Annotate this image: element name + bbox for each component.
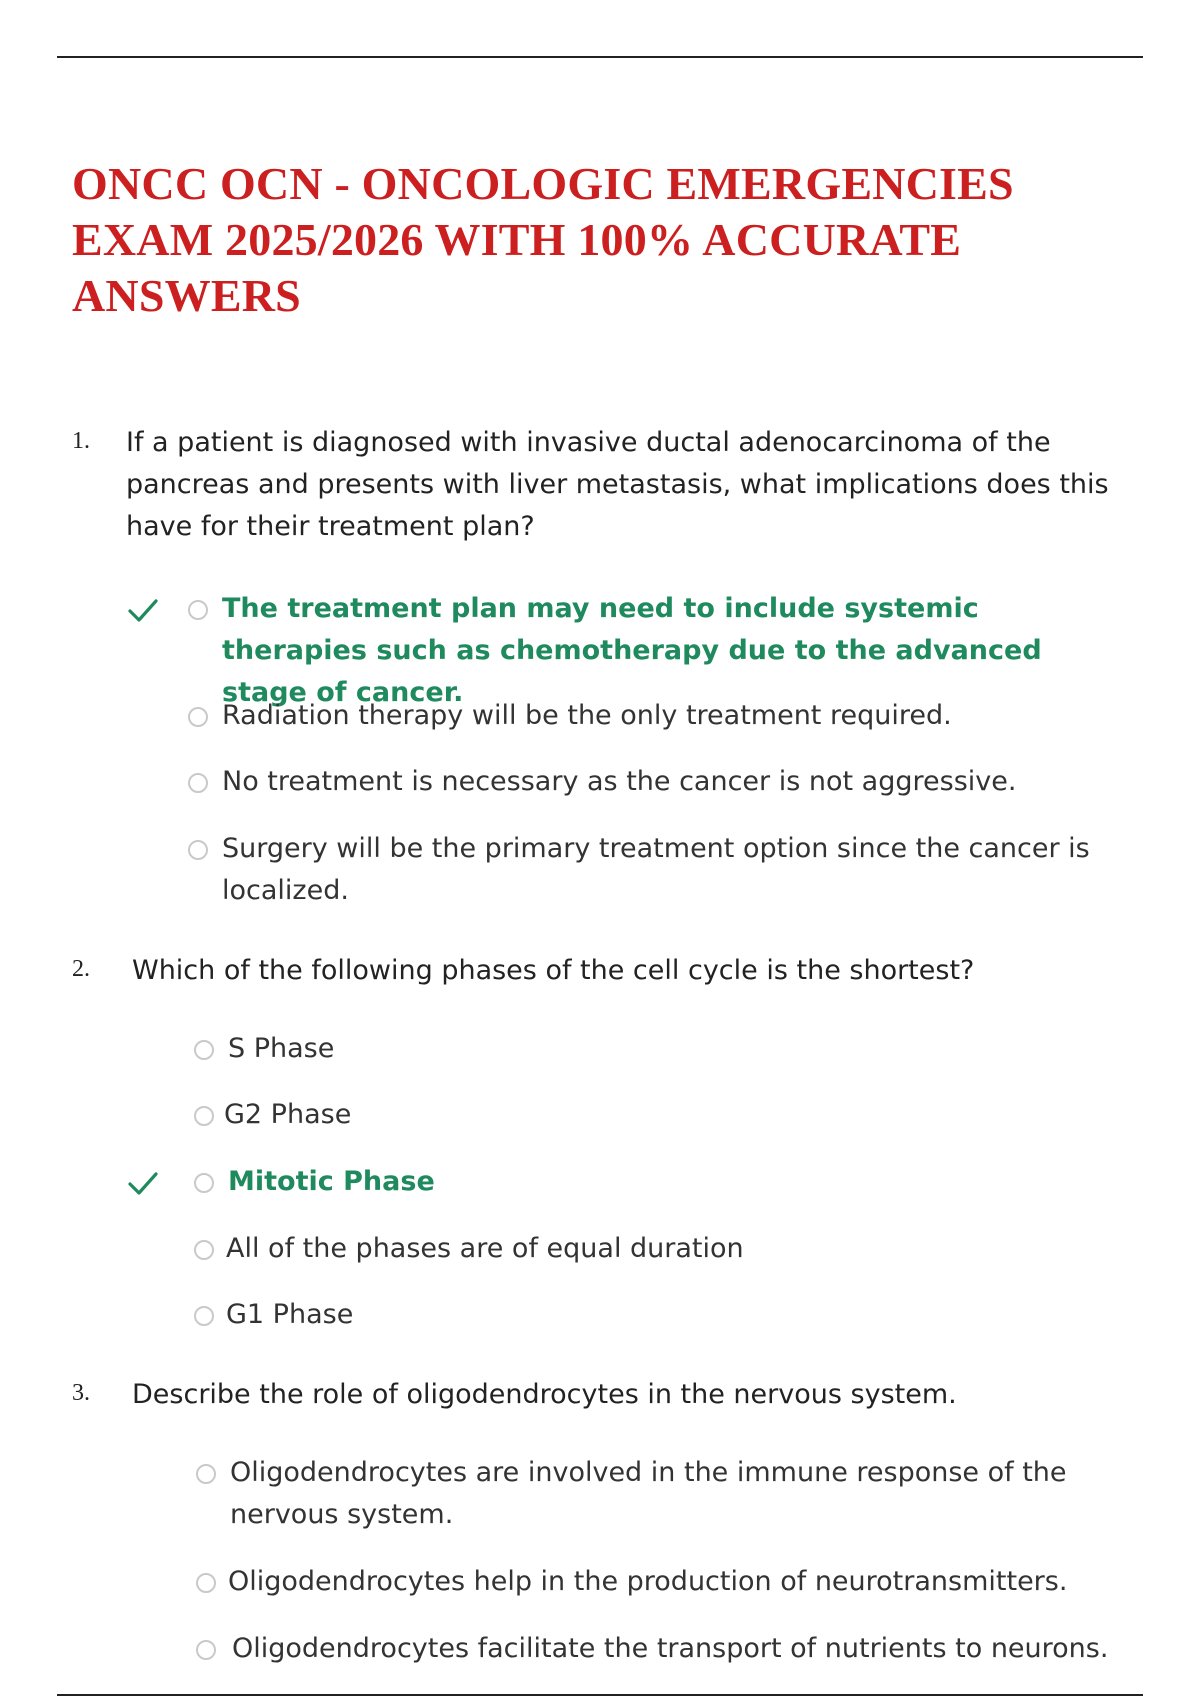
answer-text: G1 Phase <box>226 1299 354 1330</box>
check-icon <box>126 1166 160 1200</box>
radio-icon[interactable] <box>194 1040 214 1060</box>
question-number: 2. <box>72 956 90 982</box>
page-title: ONCC OCN - ONCOLOGIC EMERGENCIES EXAM 2025/2026 WITH 100% ACCURATE ANSWERS <box>72 158 1014 321</box>
radio-icon[interactable] <box>196 1573 216 1593</box>
answer-text: Surgery will be the primary treatment option since the cancer is localized. <box>222 833 1090 906</box>
answer-text: Mitotic Phase <box>228 1166 435 1197</box>
question-text: If a patient is diagnosed with invasive ductal adenocarcinoma of the pancreas and presents with liver metastasis, what implications does this have for their treatment plan? <box>126 427 1109 542</box>
check-icon <box>126 593 160 627</box>
question-text: Describe the role of oligodendrocytes in the nervous system. <box>132 1379 957 1410</box>
question-text: Which of the following phases of the cell cycle is the shortest? <box>132 955 975 986</box>
answer-text: Oligodendrocytes facilitate the transport of nutrients to neurons. <box>232 1633 1109 1664</box>
radio-icon[interactable] <box>188 707 208 727</box>
radio-icon[interactable] <box>188 600 208 620</box>
radio-icon[interactable] <box>188 840 208 860</box>
answer-text: Oligodendrocytes help in the production of neurotransmitters. <box>228 1566 1068 1597</box>
radio-icon[interactable] <box>194 1240 214 1260</box>
radio-icon[interactable] <box>194 1306 214 1326</box>
answer-text: Radiation therapy will be the only treatment required. <box>222 700 952 731</box>
question-number: 3. <box>72 1380 90 1406</box>
top-divider <box>57 56 1143 58</box>
radio-icon[interactable] <box>194 1106 214 1126</box>
bottom-divider <box>57 1694 1143 1696</box>
answer-text: The treatment plan may need to include systemic therapies such as chemotherapy due to the advanced stage of cancer. <box>222 593 1042 708</box>
answer-text: All of the phases are of equal duration <box>226 1233 744 1264</box>
answer-text: G2 Phase <box>224 1099 352 1130</box>
radio-icon[interactable] <box>194 1173 214 1193</box>
radio-icon[interactable] <box>196 1464 216 1484</box>
answer-text: No treatment is necessary as the cancer is not aggressive. <box>222 766 1017 797</box>
answer-text: S Phase <box>228 1033 335 1064</box>
answer-text: Oligodendrocytes are involved in the immune response of the nervous system. <box>230 1457 1067 1530</box>
radio-icon[interactable] <box>188 773 208 793</box>
radio-icon[interactable] <box>196 1640 216 1660</box>
question-number: 1. <box>72 428 90 454</box>
